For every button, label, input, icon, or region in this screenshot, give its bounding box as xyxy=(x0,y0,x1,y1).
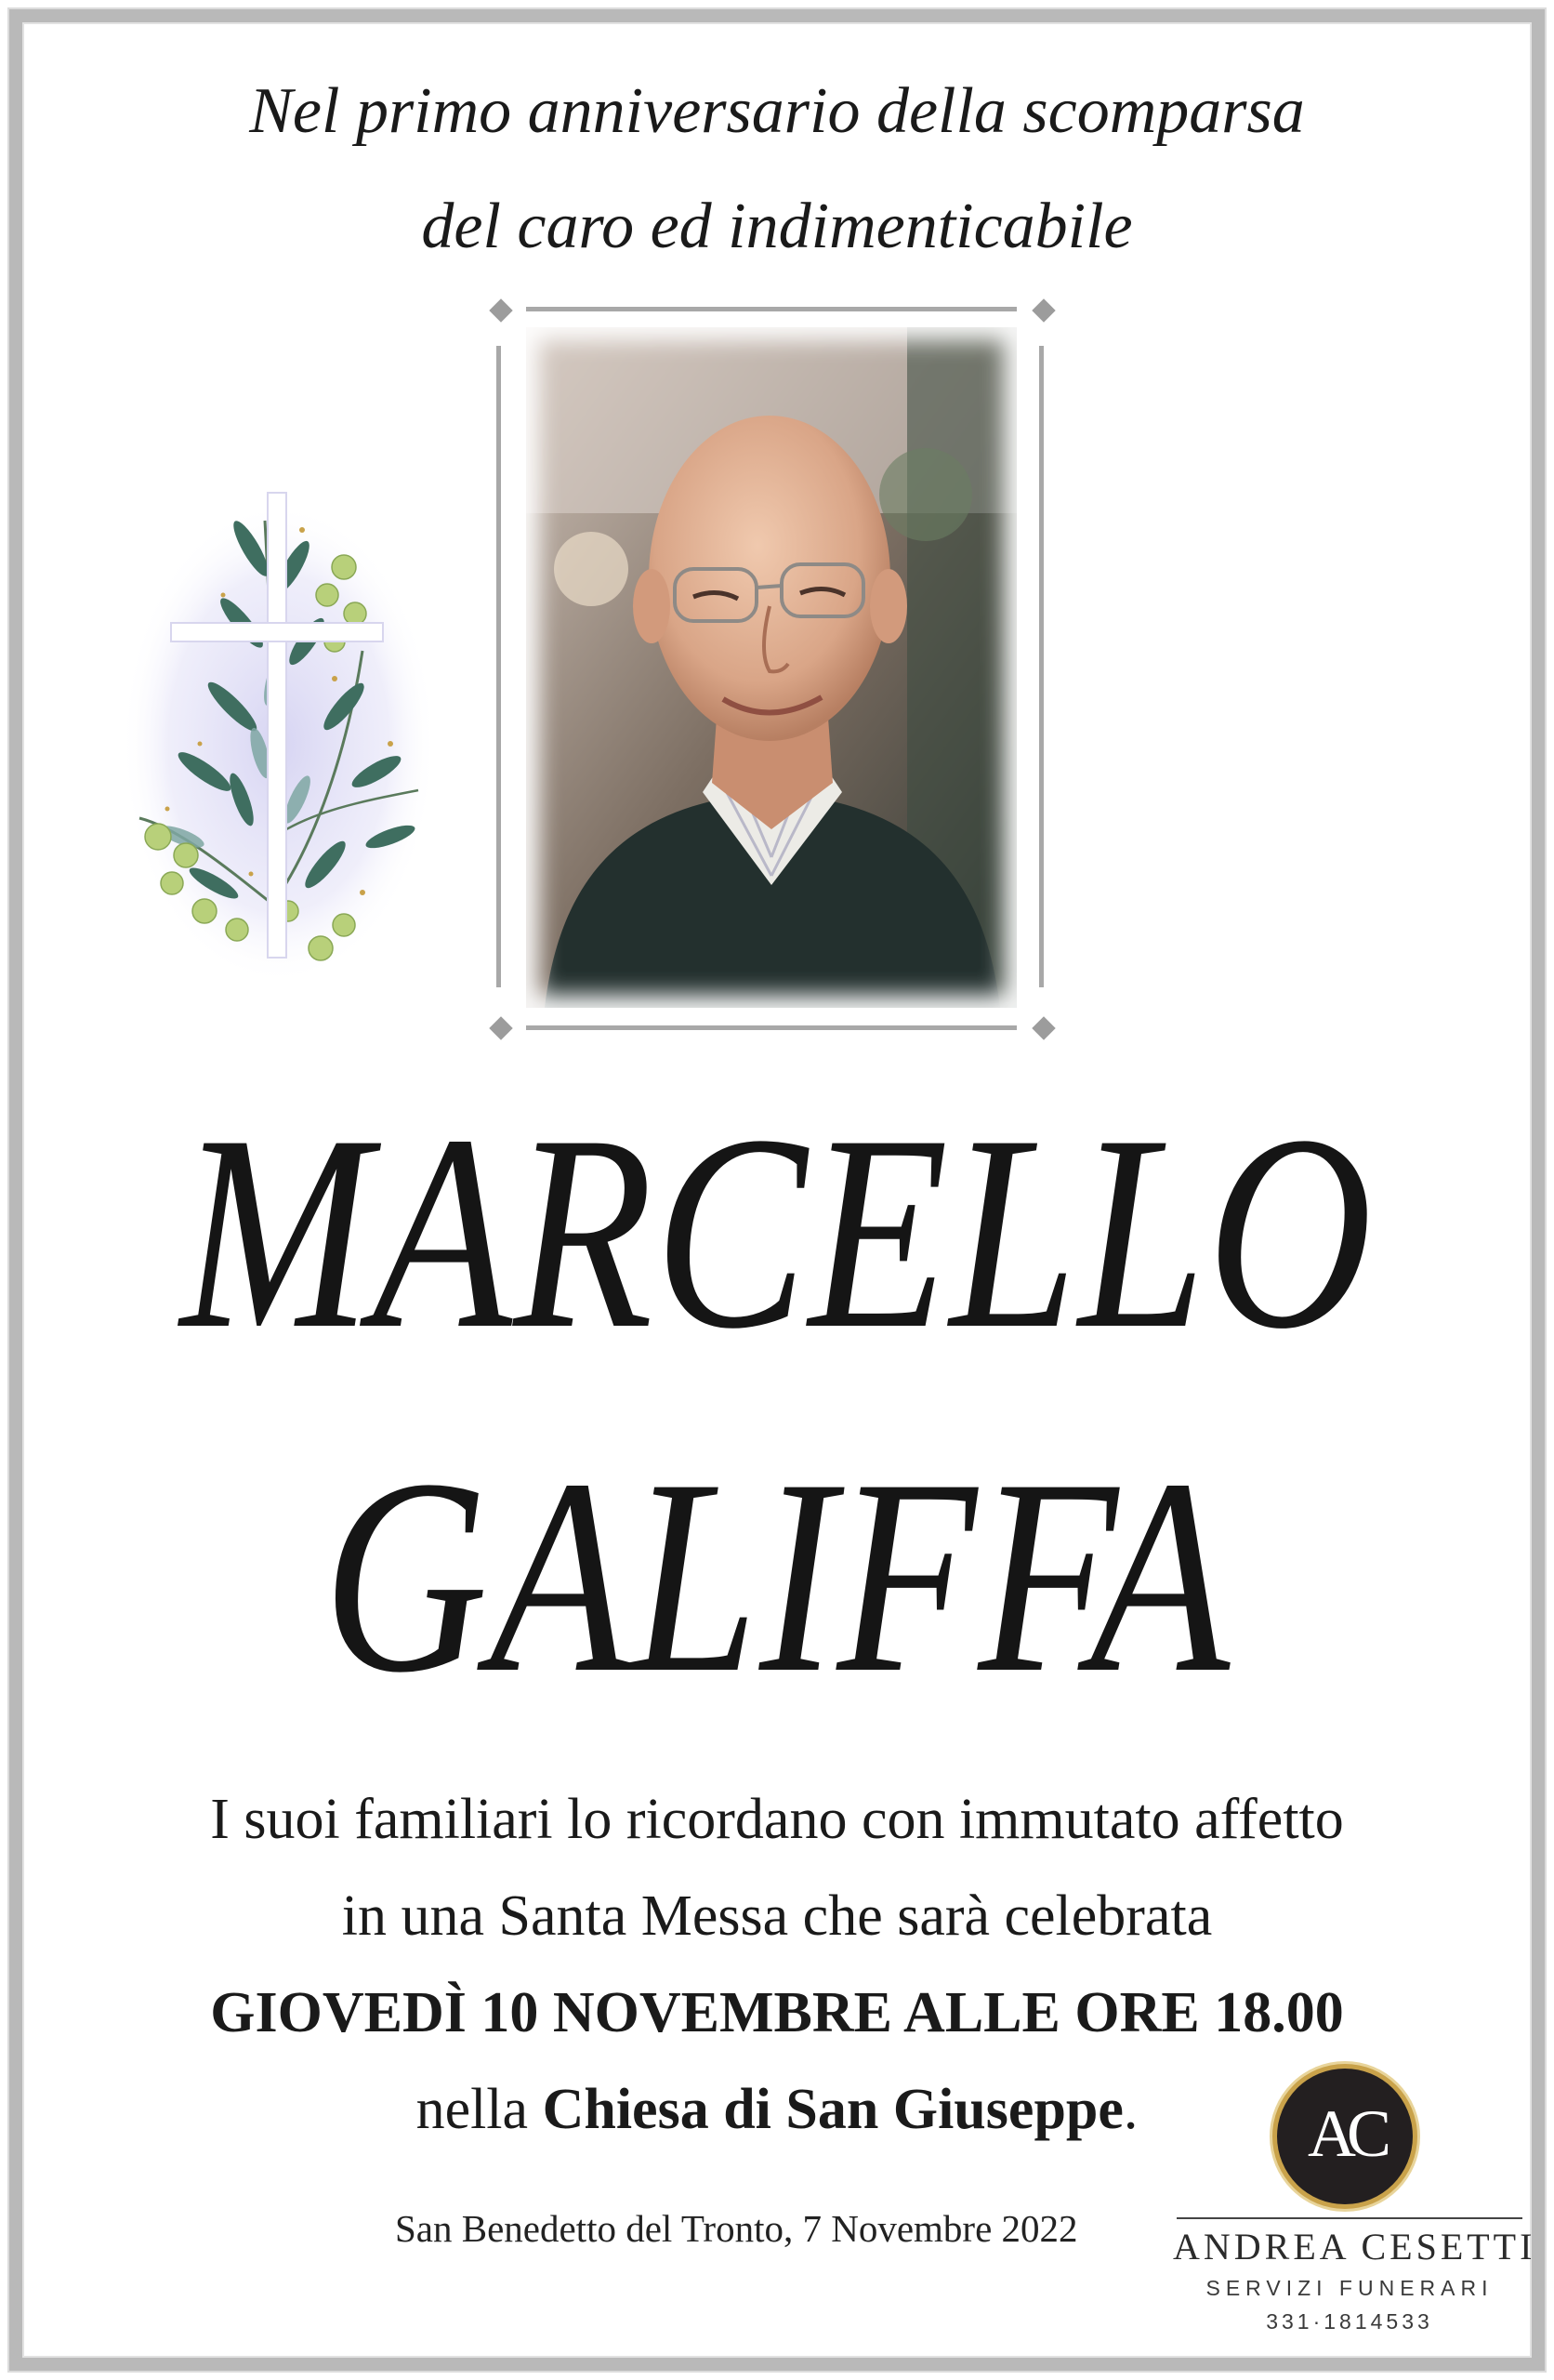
photo-frame-line-top xyxy=(526,307,1017,311)
message-line-2: in una Santa Messa che sarà celebrata xyxy=(341,1884,1213,1948)
photo-frame-line-bottom xyxy=(526,1025,1017,1030)
name-first: MARCELLO xyxy=(179,1078,1375,1386)
message-line-4-prefix: nella xyxy=(415,2078,543,2141)
church-name: Chiesa di San Giuseppe xyxy=(542,2078,1124,2141)
portrait-photo xyxy=(526,327,1017,1008)
cross-with-leaves-icon xyxy=(112,465,465,985)
photo-frame-line-left xyxy=(496,346,501,987)
message-date-time: GIOVEDÌ 10 NOVEMBRE ALLE ORE 18.00 xyxy=(210,1981,1344,2044)
logo-name: ANDREA CESETTI xyxy=(1173,2226,1536,2268)
photo-frame-line-right xyxy=(1039,346,1044,987)
ac-logo-icon xyxy=(1277,2069,1413,2204)
intro-line-2: del caro ed indimenticabile xyxy=(421,191,1133,262)
logo-monogram: AC xyxy=(1307,2096,1383,2171)
intro-line-1: Nel primo anniversario della scomparsa xyxy=(249,75,1305,147)
funeral-home-logo xyxy=(1173,2069,1536,2347)
message-line-4-suffix: . xyxy=(1123,2078,1139,2141)
logo-divider xyxy=(1177,2217,1522,2219)
place-date: San Benedetto del Tronto, 7 Novembre 2022 xyxy=(395,2207,1078,2250)
intro-text xyxy=(0,54,1554,284)
logo-phone: 331·1814533 xyxy=(1266,2309,1433,2334)
logo-subtitle: SERVIZI FUNERARI xyxy=(1205,2276,1494,2300)
message-line-1: I suoi familiari lo ricordano con immutato affetto xyxy=(210,1788,1344,1851)
name-last: GALIFFA xyxy=(323,1421,1231,1730)
